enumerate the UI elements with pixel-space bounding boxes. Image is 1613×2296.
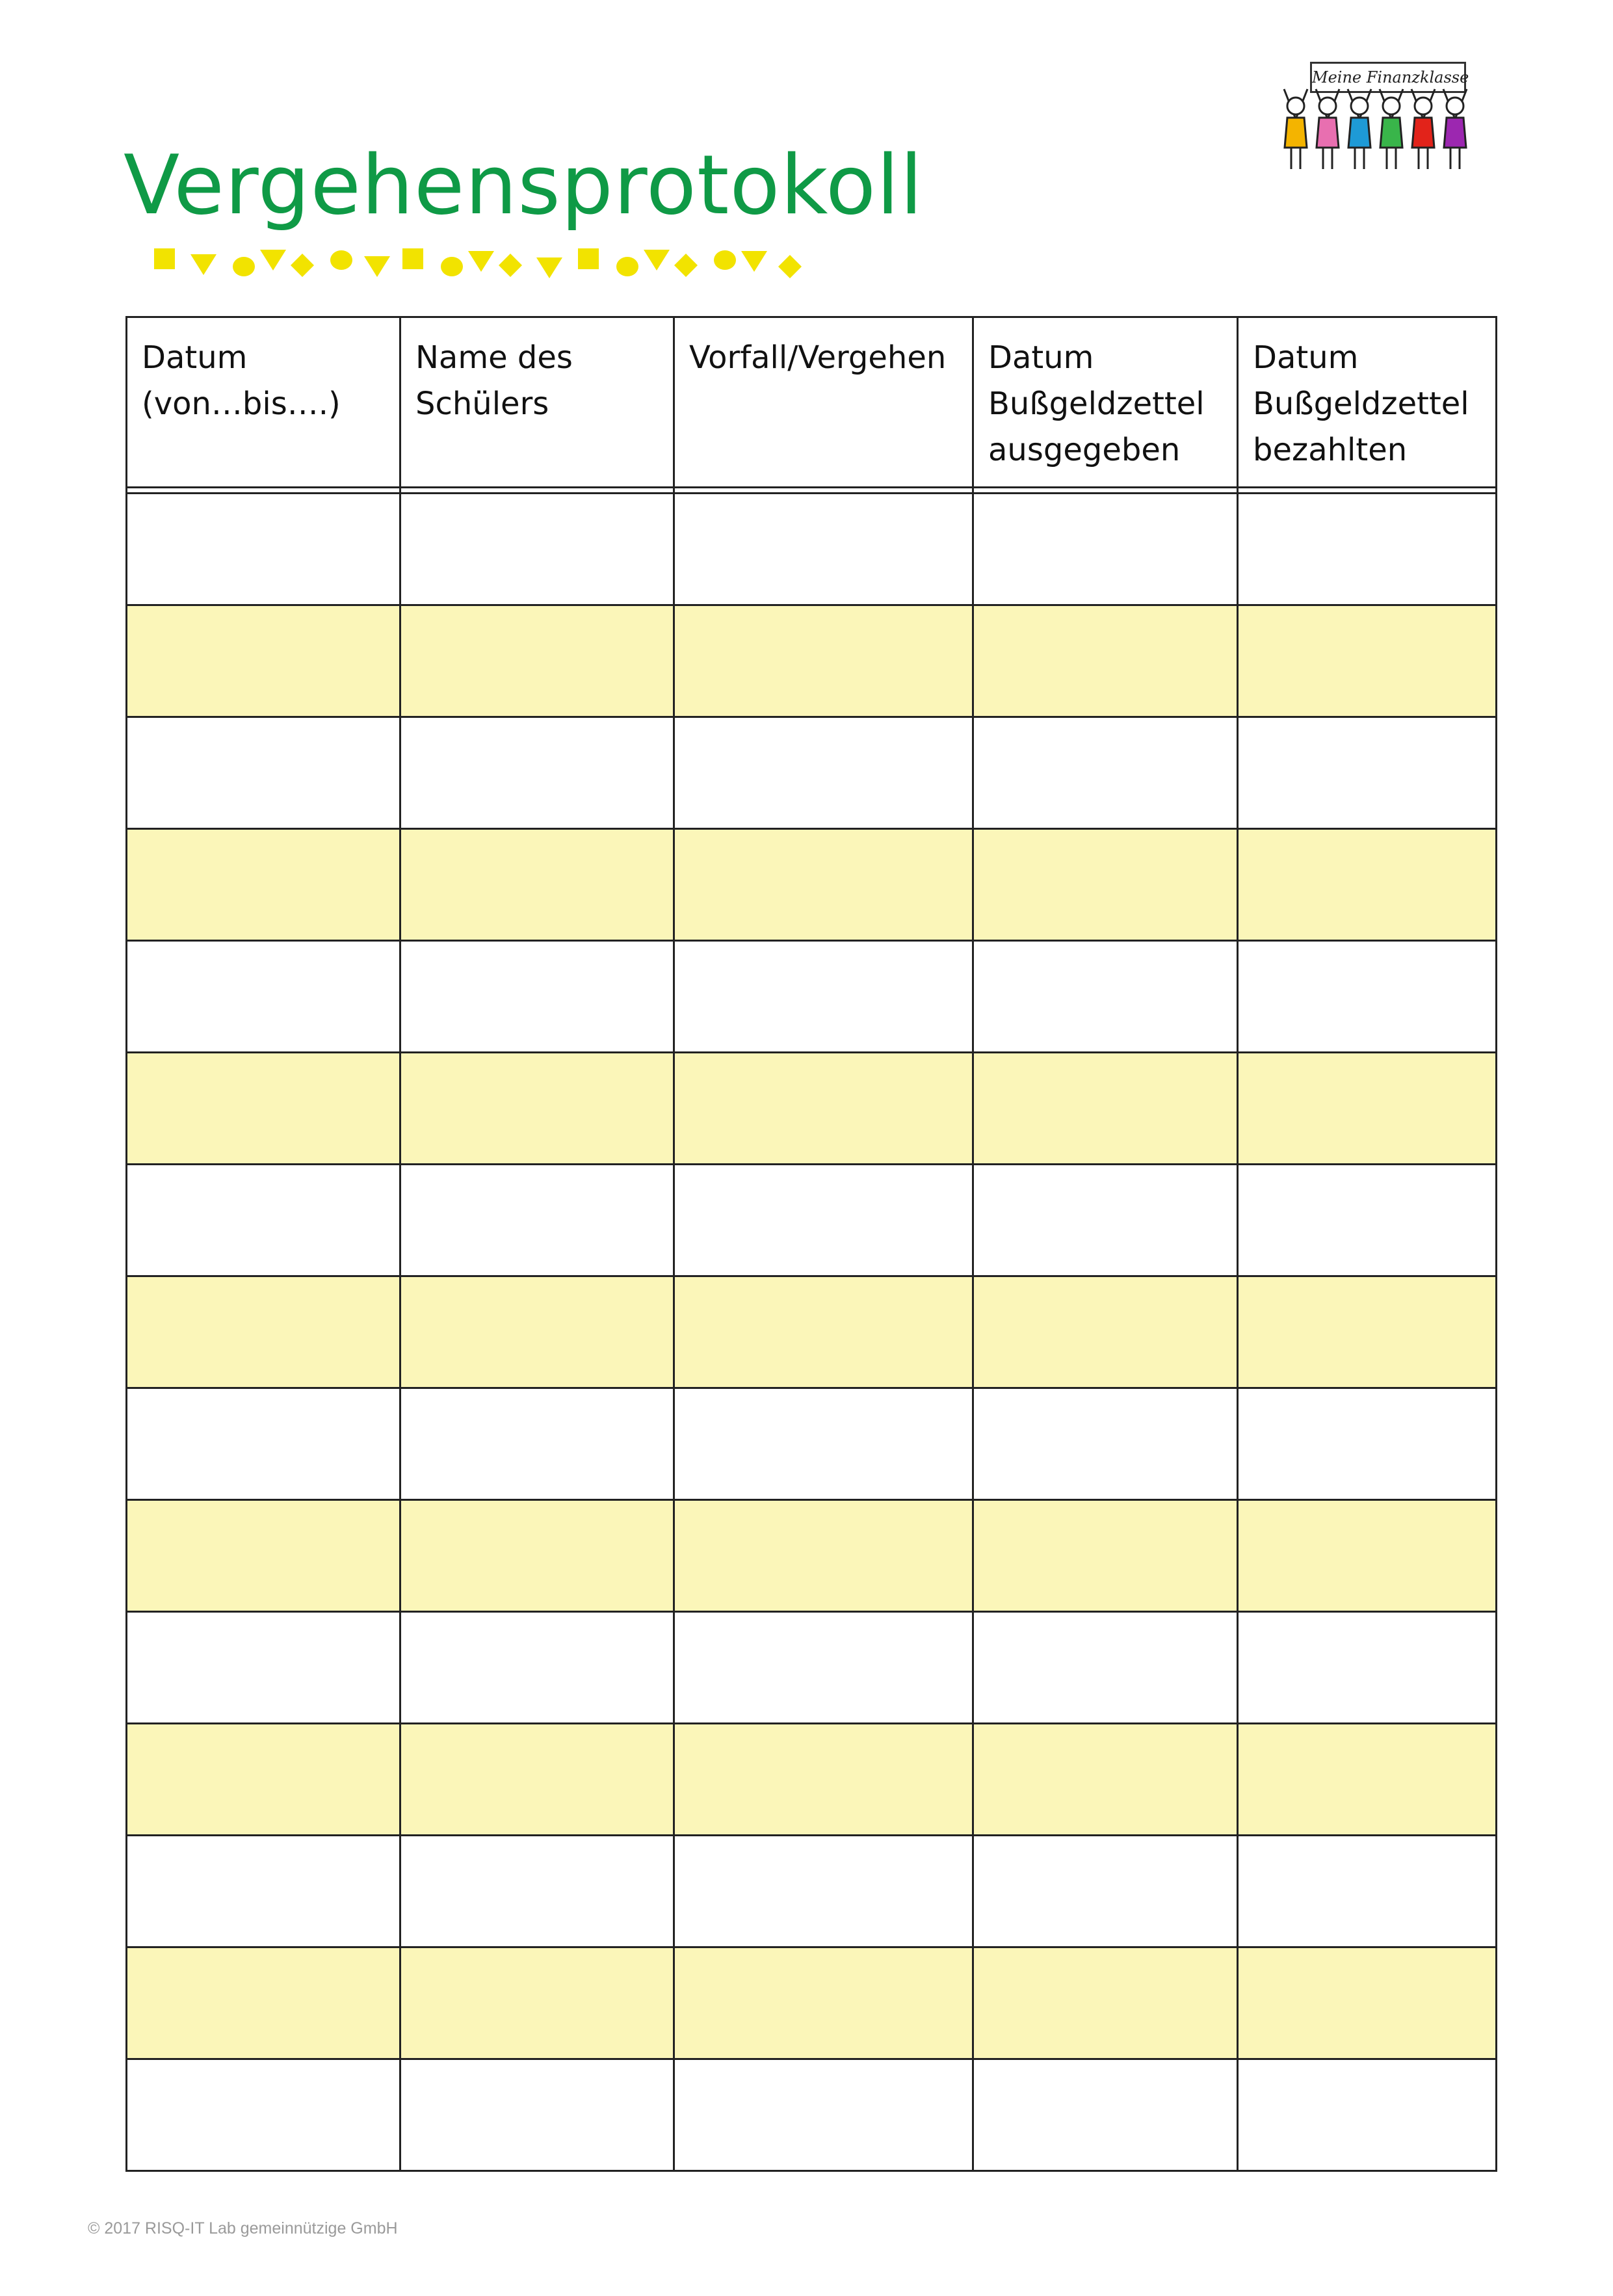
table-cell[interactable] [127,1612,400,1724]
table-cell[interactable] [973,1724,1238,1836]
header-line: Schülers [415,386,549,422]
table-row [127,941,1497,1053]
table-row [127,494,1497,605]
table-cell[interactable] [674,1724,973,1836]
table-cell[interactable] [1238,1836,1497,1947]
table-cell[interactable] [400,605,674,717]
table-cell[interactable] [973,1500,1238,1612]
table-cell[interactable] [973,717,1238,829]
header-incident [674,317,973,488]
kid-figure-icon [1443,89,1467,169]
table-cell[interactable] [674,494,973,605]
header-line: Bußgeldzettel [1253,386,1469,422]
table-cell[interactable] [400,941,674,1053]
header-date-from-to [127,317,400,488]
table-cell[interactable] [973,1276,1238,1388]
table-cell[interactable] [127,1276,400,1388]
table-cell[interactable] [1238,494,1497,605]
table-cell[interactable] [973,1165,1238,1276]
table-cell[interactable] [674,605,973,717]
page-title: Vergehensprotokoll [124,137,924,233]
table-cell[interactable] [973,1947,1238,2059]
header-line: (von…bis….) [142,386,341,422]
table-cell[interactable] [127,717,400,829]
table-cell[interactable] [973,2059,1238,2171]
table-cell[interactable] [127,1836,400,1947]
kid-figure-icon [1411,89,1435,169]
table-row [127,717,1497,829]
table-cell[interactable] [674,1053,973,1165]
table-cell[interactable] [400,1276,674,1388]
header-line: Datum [988,339,1094,376]
table-cell[interactable] [127,1724,400,1836]
table-cell[interactable] [127,605,400,717]
table-cell[interactable] [127,1053,400,1165]
header-line: Bußgeldzettel [988,386,1205,422]
title-decoration [146,241,822,293]
offence-log-table [125,316,1497,2172]
decoration-shape [233,257,255,276]
header-student-name [400,317,674,488]
header-line: Name des [415,339,573,376]
table-cell[interactable] [400,1836,674,1947]
table-cell[interactable] [973,1836,1238,1947]
kid-figure-icon [1316,89,1339,169]
table-cell[interactable] [1238,2059,1497,2171]
table-cell[interactable] [400,494,674,605]
table-cell[interactable] [1238,1947,1497,2059]
decoration-shape [154,248,175,269]
table-cell[interactable] [973,829,1238,941]
table-cell[interactable] [400,1724,674,1836]
table-cell[interactable] [127,941,400,1053]
table-cell[interactable] [1238,829,1497,941]
decoration-shape [190,254,216,275]
decoration-shape [364,256,390,277]
table-cell[interactable] [973,1612,1238,1724]
table-cell[interactable] [127,1947,400,2059]
table-cell[interactable] [1238,1500,1497,1612]
table-cell[interactable] [127,1165,400,1276]
table-body [127,488,1497,2171]
table-cell[interactable] [1238,1388,1497,1500]
kid-figure-icon [1380,89,1403,169]
table-cell[interactable] [400,1053,674,1165]
table-cell[interactable] [127,1388,400,1500]
table-cell[interactable] [1238,941,1497,1053]
decoration-shape [499,254,522,277]
table-cell[interactable] [400,1612,674,1724]
kid-figure-icon [1284,89,1307,169]
table-row [127,1500,1497,1612]
header-fine-paid-date [1238,317,1497,488]
header-gap [127,488,1497,494]
table-cell[interactable] [127,1500,400,1612]
table-cell[interactable] [400,1165,674,1276]
decoration-shape [741,251,767,272]
decoration-shape [778,255,802,278]
decoration-shape [644,250,670,271]
table-row [127,1612,1497,1724]
table-cell[interactable] [674,1276,973,1388]
table-cell[interactable] [674,1612,973,1724]
header-line: Datum [142,339,248,376]
table-row [127,605,1497,717]
decoration-shape [402,248,423,269]
table-cell[interactable] [127,2059,400,2171]
table-row [127,1388,1497,1500]
decoration-shape [674,254,698,277]
table-cell[interactable] [973,941,1238,1053]
table-cell[interactable] [1238,1612,1497,1724]
table-cell[interactable] [973,494,1238,605]
table-cell[interactable] [1238,605,1497,717]
header-line: Vorfall/Vergehen [689,339,947,376]
table-cell[interactable] [400,1500,674,1612]
logo [1278,55,1473,176]
table-cell[interactable] [400,1388,674,1500]
decoration-shape [616,257,638,276]
decoration-shape [291,254,314,277]
table-cell[interactable] [400,1947,674,2059]
kid-figure-icon [1348,89,1371,169]
table-cell[interactable] [1238,1276,1497,1388]
table-cell[interactable] [674,1500,973,1612]
table-cell[interactable] [973,1388,1238,1500]
decoration-shape [260,250,286,271]
table-row [127,1276,1497,1388]
table-cell[interactable] [1238,1165,1497,1276]
table-cell[interactable] [674,829,973,941]
table-row [127,1053,1497,1165]
table-row [127,1836,1497,1947]
table-row [127,1724,1497,1836]
header-line: Datum [1253,339,1359,376]
header-fine-issued-date [973,317,1238,488]
decoration-shape [330,250,352,270]
table-cell[interactable] [1238,717,1497,829]
table-cell[interactable] [400,717,674,829]
table-cell[interactable] [1238,1053,1497,1165]
table-cell[interactable] [674,2059,973,2171]
table-row [127,1165,1497,1276]
table-row [127,2059,1497,2171]
table-row [127,829,1497,941]
table-cell[interactable] [400,2059,674,2171]
table-cell[interactable] [973,605,1238,717]
logo-sign: Meine Finanzklasse [1310,62,1466,93]
table-cell[interactable] [127,494,400,605]
decoration-shape [441,257,463,276]
decoration-shape [714,250,736,270]
logo-kids-illustration [1278,88,1473,176]
decoration-shape [536,257,562,278]
table-cell[interactable] [674,941,973,1053]
header-line: ausgegeben [988,432,1181,468]
header-row [127,317,1497,488]
decoration-shape [578,248,599,269]
table-cell[interactable] [674,1388,973,1500]
table-cell[interactable] [127,829,400,941]
table-cell[interactable] [674,717,973,829]
table-cell[interactable] [1238,1724,1497,1836]
table-cell[interactable] [674,1165,973,1276]
table-cell[interactable] [400,829,674,941]
decoration-shape [468,251,494,272]
copyright-footer: © 2017 RISQ-IT Lab gemeinnützige GmbH [88,2219,398,2237]
table-row [127,1947,1497,2059]
table-cell[interactable] [973,1053,1238,1165]
header-line: bezahlten [1253,432,1408,468]
table-cell[interactable] [674,1836,973,1947]
table-cell[interactable] [674,1947,973,2059]
